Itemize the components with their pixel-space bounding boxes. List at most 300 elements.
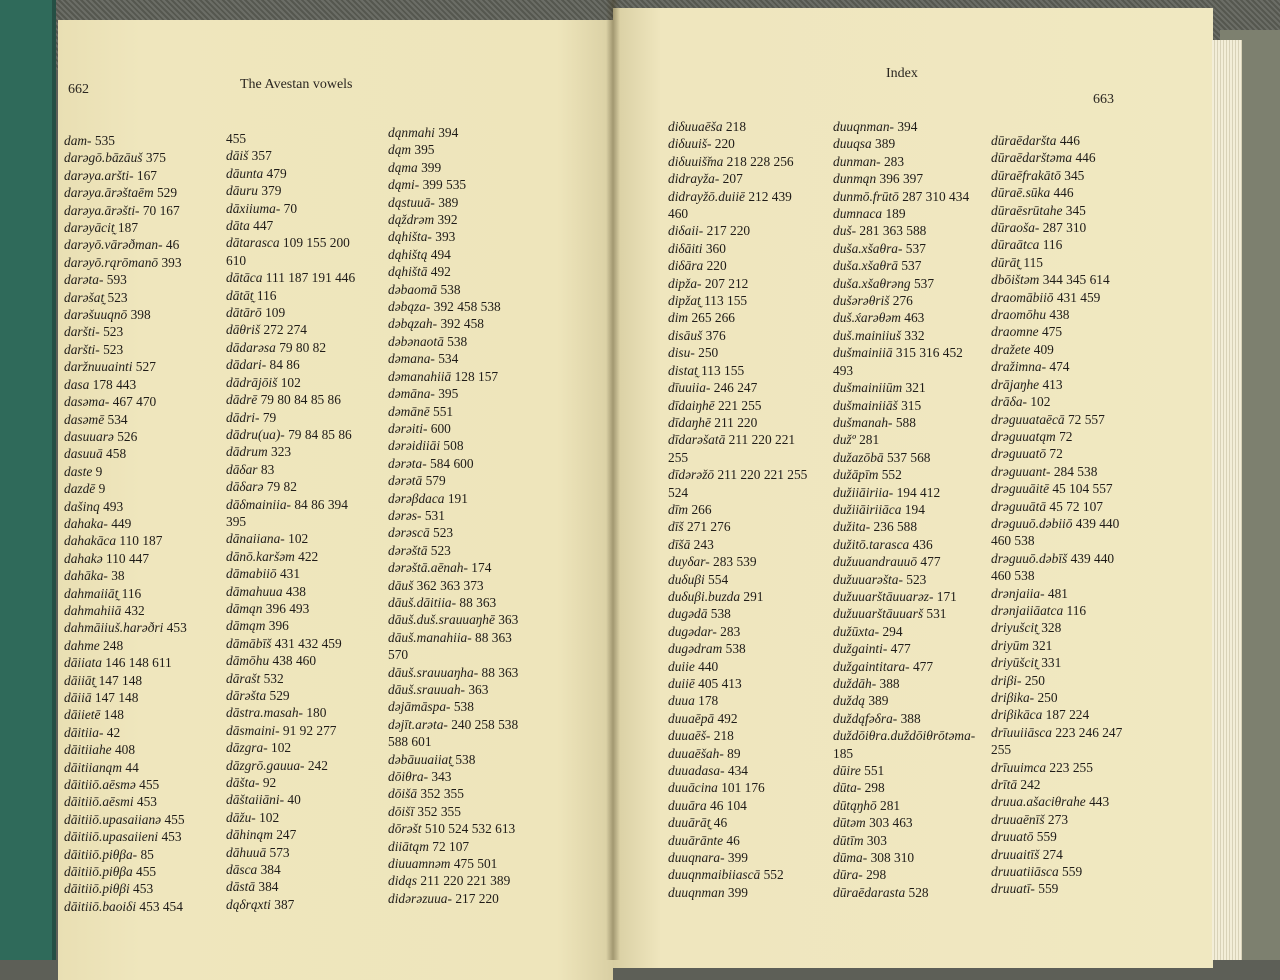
index-entry xyxy=(668,362,807,379)
index-term: drəguuatō xyxy=(991,446,1047,462)
index-term: dipžat̰ xyxy=(668,293,701,309)
index-page-refs: 352 355 xyxy=(417,786,464,802)
index-entry xyxy=(833,623,975,640)
index-term: dāmōhu xyxy=(226,653,270,669)
index-term: draomābiiō xyxy=(991,289,1054,305)
index-entry xyxy=(226,530,355,547)
index-entry xyxy=(388,751,518,768)
index-term: duš- xyxy=(833,223,857,239)
index-page-refs: 551 xyxy=(429,403,454,419)
index-entry xyxy=(226,443,355,460)
index-entry xyxy=(833,118,975,135)
index-page-refs: 455 xyxy=(135,777,160,793)
index-term: dim xyxy=(668,310,689,326)
index-page-refs: 102 xyxy=(255,809,280,825)
index-term: drāδa- xyxy=(991,394,1027,410)
index-term: drīuuimca xyxy=(991,759,1047,775)
index-term: dādari- xyxy=(226,357,267,373)
index-page-refs: 331 xyxy=(1037,655,1062,671)
index-term: dārəšta xyxy=(226,688,267,703)
index-entry xyxy=(64,376,187,393)
index-page-refs: 255 xyxy=(668,449,689,465)
index-page-refs: 431 432 459 xyxy=(271,635,342,651)
index-entry xyxy=(668,449,807,466)
index-term: daržnuuainti xyxy=(64,359,133,375)
index-entry xyxy=(991,149,1122,166)
index-term: dīdaŋhē xyxy=(668,414,711,430)
index-entry xyxy=(64,515,187,532)
index-page-refs: 271 276 xyxy=(683,519,731,535)
index-term: diδuuiš̌ma xyxy=(668,153,724,169)
index-entry xyxy=(388,141,518,158)
index-entry xyxy=(991,637,1122,654)
index-entry xyxy=(991,254,1122,271)
index-entry xyxy=(64,724,187,741)
index-term: dušmanah- xyxy=(833,414,893,430)
index-page-refs: 194 xyxy=(901,501,925,517)
index-term: dāitiiō.piθβa- xyxy=(64,846,138,862)
index-entry xyxy=(991,323,1122,340)
index-term: duša.xšaθrəng xyxy=(833,275,911,291)
index-page-refs: 552 xyxy=(760,867,784,883)
index-page-refs: 453 xyxy=(163,620,187,636)
index-term: draomōhu xyxy=(991,307,1047,323)
index-entry xyxy=(668,814,807,831)
index-entry xyxy=(991,880,1122,897)
index-entry xyxy=(388,820,518,837)
index-entry xyxy=(226,269,355,286)
index-entry xyxy=(668,327,807,344)
index-term: darəyācit̰ xyxy=(64,220,115,236)
index-term: dūraēdarasta xyxy=(833,884,906,900)
index-entry xyxy=(64,271,187,288)
index-page-refs: 584 600 xyxy=(426,455,474,471)
index-page-refs: 393 xyxy=(158,254,182,270)
index-page-refs: 559 xyxy=(1058,864,1083,880)
index-term: dāunta xyxy=(226,165,264,181)
index-entry xyxy=(991,167,1122,184)
index-term: dāitiiō.aēsmi xyxy=(64,794,134,810)
index-entry xyxy=(388,577,518,594)
index-page-refs: 405 413 xyxy=(694,676,742,691)
index-entry xyxy=(388,524,518,541)
index-entry xyxy=(991,689,1122,706)
index-page-refs: 493 xyxy=(833,362,854,378)
index-term: dunmąn xyxy=(833,171,877,187)
index-page-refs: 40 xyxy=(284,792,301,808)
index-page-refs: 79 84 85 86 xyxy=(284,426,352,442)
index-page-refs: 116 xyxy=(118,585,142,601)
index-term: diδaii- xyxy=(668,223,704,239)
index-page-refs: 79 80 84 85 86 xyxy=(257,392,341,408)
index-page-refs: 438 xyxy=(282,583,306,599)
index-entry xyxy=(64,863,187,880)
index-term: dāitiiō.upasaiianə xyxy=(64,811,162,827)
index-page-refs: 455 xyxy=(161,811,185,827)
index-column-1 xyxy=(64,132,187,915)
index-page-refs: 217 220 xyxy=(703,223,751,239)
index-term: dąmi- xyxy=(388,177,420,193)
index-page-refs: 431 459 xyxy=(1053,289,1101,305)
index-page-refs: 79 xyxy=(259,409,277,425)
index-term: dužº xyxy=(833,432,856,448)
index-term: duždāh- xyxy=(833,676,877,691)
index-page-refs: 85 xyxy=(137,846,154,862)
index-entry xyxy=(668,275,807,292)
index-term: dīdərəžō xyxy=(668,467,715,483)
index-entry xyxy=(226,757,355,774)
index-term: darəgō.bāzāuš xyxy=(64,150,143,166)
index-term: dužāpīm xyxy=(833,467,879,483)
index-page-refs: 523 xyxy=(427,542,451,558)
index-term: duδuβi.buzda xyxy=(668,588,741,604)
index-term: dāδar xyxy=(226,461,258,477)
index-page-refs: 167 xyxy=(133,167,157,183)
index-entry xyxy=(833,240,975,257)
index-page-refs: 72 107 xyxy=(428,838,470,854)
index-term: dādrum xyxy=(226,444,268,460)
index-page-refs: 111 187 191 446 xyxy=(262,270,356,286)
index-term: dāuš.srauuaŋha- xyxy=(388,664,479,680)
index-entry xyxy=(833,745,975,762)
index-term: driβikāca xyxy=(991,707,1043,723)
index-page-refs: 115 xyxy=(1020,254,1043,270)
index-entry xyxy=(226,704,355,721)
index-page-refs: 116 xyxy=(1039,237,1063,253)
index-term: dāuš xyxy=(388,577,414,593)
index-term: duš.x́arəθəm xyxy=(833,310,901,326)
index-entry xyxy=(668,135,807,152)
index-entry xyxy=(226,217,355,234)
index-entry xyxy=(991,811,1122,828)
index-page-refs: 477 xyxy=(917,554,941,570)
index-page-refs: 538 xyxy=(437,281,461,297)
index-entry xyxy=(64,254,187,271)
index-page-refs: 283 xyxy=(716,623,741,639)
index-entry xyxy=(833,362,975,379)
index-term: dāitiiō.piθβa xyxy=(64,864,133,880)
index-entry xyxy=(991,498,1122,515)
left-page xyxy=(58,20,613,980)
index-entry xyxy=(226,147,355,164)
index-page-refs: 88 363 xyxy=(456,594,497,610)
index-page-refs: 537 568 xyxy=(883,449,931,465)
index-page-refs: 529 xyxy=(153,185,178,201)
index-page-refs: 185 xyxy=(833,745,854,761)
index-page-refs: 463 xyxy=(900,310,925,326)
index-entry xyxy=(388,542,518,559)
index-page-refs: 455 xyxy=(132,864,157,880)
book-gutter xyxy=(606,0,620,960)
index-entry xyxy=(226,513,355,530)
index-term: dugədā xyxy=(668,606,708,622)
index-page-refs: 360 xyxy=(702,240,726,256)
index-term: dādrē xyxy=(226,392,258,408)
index-entry xyxy=(833,518,975,535)
index-column-2 xyxy=(833,118,975,901)
index-entry xyxy=(833,170,975,187)
index-term: dušərəθriš xyxy=(833,293,890,309)
index-term: dūtąŋhō xyxy=(833,797,877,813)
index-page-refs: 523 xyxy=(99,324,124,340)
index-page-refs: 432 xyxy=(121,602,145,618)
index-term: druuatiiāsca xyxy=(991,864,1059,880)
index-term: daste xyxy=(64,463,93,479)
index-page-refs: 187 224 xyxy=(1042,707,1090,723)
index-entry xyxy=(226,861,355,878)
index-entry xyxy=(388,228,518,245)
index-entry xyxy=(388,664,518,681)
index-entry xyxy=(833,135,975,152)
index-entry xyxy=(226,687,355,704)
index-term: duuqnmaibiiascā xyxy=(668,867,761,883)
index-entry xyxy=(668,397,807,414)
index-term: dōiθra- xyxy=(388,769,429,785)
index-term: dužgainti- xyxy=(833,641,888,657)
index-page-refs: 392 458 538 xyxy=(430,299,501,315)
index-entry xyxy=(64,846,187,863)
index-entry xyxy=(64,149,187,166)
index-page-refs: 399 535 xyxy=(419,177,467,193)
index-column-3 xyxy=(388,124,518,907)
index-entry xyxy=(226,496,355,513)
index-term: dāiietē xyxy=(64,707,101,723)
index-term: diuuamnəm xyxy=(388,856,451,872)
index-entry xyxy=(64,167,187,184)
index-term: dahaka- xyxy=(64,515,108,531)
index-page-refs: 493 xyxy=(99,498,124,514)
index-page-refs: 379 xyxy=(258,183,282,199)
index-entry xyxy=(833,692,975,709)
index-term: dəjīt.arəta- xyxy=(388,716,448,732)
index-term: dąma xyxy=(388,159,418,175)
index-term: dāitiiō.baoiδi xyxy=(64,898,137,914)
index-entry xyxy=(226,844,355,861)
index-term: dāitiia- xyxy=(64,724,104,740)
index-entry xyxy=(64,689,187,706)
index-entry xyxy=(991,341,1122,358)
index-page-refs: 298 xyxy=(862,867,887,883)
index-page-refs: 384 xyxy=(255,879,279,895)
index-entry xyxy=(388,298,518,315)
index-page-refs: 88 363 xyxy=(478,664,519,680)
index-entry xyxy=(668,623,807,640)
index-page-refs: 510 524 532 613 xyxy=(421,821,516,837)
index-entry xyxy=(991,828,1122,845)
index-page-refs: 398 xyxy=(127,307,151,323)
index-page-refs: 537 xyxy=(897,258,922,274)
index-entry xyxy=(64,393,187,410)
index-page-refs: 272 274 xyxy=(260,322,307,338)
right-page xyxy=(613,8,1213,968)
index-term: dāuš.manahiia- xyxy=(388,629,472,645)
index-entry xyxy=(668,292,807,309)
index-term: darəya.aršti- xyxy=(64,167,134,183)
index-entry xyxy=(668,779,807,796)
index-term: dōišā xyxy=(388,786,418,802)
index-page-refs: 534 xyxy=(104,411,128,427)
index-entry xyxy=(991,411,1122,428)
index-term: drəguuant- xyxy=(991,463,1051,479)
index-entry xyxy=(64,323,187,340)
index-term: dužuuarštāuuarš xyxy=(833,606,924,622)
index-term: dərəscā xyxy=(388,525,430,541)
index-page-refs: 116 xyxy=(1063,602,1087,618)
index-page-refs: 399 xyxy=(724,884,748,900)
index-page-refs: 395 xyxy=(226,513,247,529)
index-entry xyxy=(64,532,187,549)
index-page-refs: 46 xyxy=(710,815,728,831)
index-term: dbōištəm xyxy=(991,272,1040,288)
index-page-refs: 283 xyxy=(880,153,905,169)
index-page-refs: 248 xyxy=(99,637,124,653)
index-page-refs: 396 xyxy=(265,618,289,634)
index-entry xyxy=(833,658,975,675)
index-page-refs: 88 363 xyxy=(471,629,512,645)
index-entry xyxy=(991,271,1122,288)
index-entry xyxy=(64,306,187,323)
index-page-refs: 191 xyxy=(444,490,468,506)
index-term: dūraēsrūtahe xyxy=(991,202,1063,218)
index-term: dāmahuua xyxy=(226,583,283,599)
index-page-refs: 388 xyxy=(897,710,921,726)
index-entry xyxy=(64,828,187,845)
index-page-refs: 242 xyxy=(304,757,328,773)
index-entry xyxy=(833,188,975,205)
index-term: dahmaiiāt̰ xyxy=(64,585,119,601)
index-term: dātarasca xyxy=(226,235,280,251)
index-term: dāmąm xyxy=(226,618,266,634)
index-page-refs: 171 xyxy=(933,588,957,604)
index-term: dərəštā xyxy=(388,542,428,558)
index-page-refs: 102 xyxy=(267,740,292,756)
index-page-refs: 189 xyxy=(882,206,906,222)
index-page-refs: 431 xyxy=(276,566,301,582)
index-entry xyxy=(668,710,807,727)
index-term: dānō.karšəm xyxy=(226,548,295,564)
book-cover-left xyxy=(0,0,56,960)
index-entry xyxy=(64,132,187,149)
index-term: drəguuō.dəbiiō xyxy=(991,515,1073,531)
index-page-refs: 467 470 xyxy=(109,394,157,410)
index-entry xyxy=(833,397,975,414)
index-page-refs: 281 xyxy=(855,432,880,448)
index-entry xyxy=(668,431,807,448)
index-entry xyxy=(668,866,807,883)
index-page-refs: 83 xyxy=(257,461,275,477)
index-entry xyxy=(991,724,1122,741)
index-term: duuaēpā xyxy=(668,710,715,726)
running-head: Index xyxy=(886,66,918,81)
index-column-3 xyxy=(991,132,1122,898)
index-entry xyxy=(668,797,807,814)
index-term: dašinq xyxy=(64,498,100,514)
index-term: dąnmahi xyxy=(388,125,435,140)
index-term: dāitiiō.piθβi xyxy=(64,881,130,897)
index-page-refs: 174 xyxy=(467,560,492,576)
index-page-refs: 146 148 611 xyxy=(101,655,172,671)
index-entry xyxy=(388,350,518,367)
index-term: dāmąn xyxy=(226,600,263,616)
index-entry xyxy=(991,602,1122,619)
index-entry xyxy=(668,762,807,779)
index-entry xyxy=(668,884,807,901)
index-page-refs: 527 xyxy=(132,359,156,375)
index-term: dūta- xyxy=(833,780,862,796)
index-page-refs: 523 xyxy=(902,571,927,587)
index-page-refs: 408 xyxy=(111,742,136,758)
index-page-refs: 551 xyxy=(860,763,885,779)
index-entry xyxy=(64,498,187,515)
index-page-refs: 559 xyxy=(1034,881,1059,897)
index-page-refs: 250 xyxy=(1034,690,1058,705)
index-page-refs: 422 xyxy=(294,548,319,564)
index-page-refs: 460 xyxy=(668,206,689,222)
index-entry xyxy=(833,309,975,326)
index-page-refs: 247 xyxy=(272,827,297,843)
index-term: dumnaca xyxy=(833,206,883,222)
index-term: duždą xyxy=(833,693,865,709)
index-page-refs: 148 xyxy=(100,707,124,723)
index-entry xyxy=(64,793,187,810)
index-entry xyxy=(226,478,355,495)
index-entry xyxy=(226,461,355,478)
index-entry xyxy=(226,287,355,304)
index-term: dužūxta- xyxy=(833,623,880,639)
index-page-refs: 178 xyxy=(694,693,719,709)
index-page-refs: 9 xyxy=(95,481,106,497)
index-entry xyxy=(64,289,187,306)
index-entry xyxy=(388,437,518,454)
index-term: dāuš.dāitiia- xyxy=(388,594,457,610)
index-term: dəbaomā xyxy=(388,281,438,297)
index-entry xyxy=(668,170,807,187)
index-entry xyxy=(226,600,355,617)
index-term: duiiē xyxy=(668,676,695,691)
index-entry xyxy=(668,153,807,170)
index-page-refs: 240 258 538 xyxy=(447,716,519,732)
index-page-refs: 187 xyxy=(114,220,139,236)
index-term: dātāca xyxy=(226,270,263,286)
index-entry xyxy=(668,588,807,605)
index-page-refs: 178 443 xyxy=(89,376,137,392)
index-page-refs: 321 xyxy=(1028,637,1053,653)
index-page-refs: 453 xyxy=(158,829,182,845)
index-term: dasuuarə xyxy=(64,428,114,444)
index-term: diδuuaēša xyxy=(668,119,723,134)
index-page-refs: 475 xyxy=(1038,324,1063,340)
index-entry xyxy=(668,640,807,657)
index-term: dražete xyxy=(991,341,1031,357)
index-entry xyxy=(226,617,355,634)
index-page-refs: 328 xyxy=(1037,620,1062,636)
index-term: dīšā xyxy=(668,536,691,552)
index-term: dāzgrō.gauua- xyxy=(226,757,305,773)
index-page-refs: 84 86 xyxy=(266,357,300,373)
index-entry xyxy=(991,428,1122,445)
index-page-refs: 399 xyxy=(417,159,442,175)
index-page-refs: 393 xyxy=(431,229,456,245)
index-term: dādrājōiš xyxy=(226,374,278,390)
index-term: dāmābīš xyxy=(226,635,272,651)
index-page-refs: 273 xyxy=(1044,811,1069,827)
index-term: dasəmē xyxy=(64,411,105,427)
index-entry xyxy=(991,515,1122,532)
index-page-refs: 537 xyxy=(910,275,935,291)
index-page-refs: 79 80 82 xyxy=(275,339,327,355)
index-term: darəšat̰ xyxy=(64,289,105,305)
index-entry xyxy=(388,420,518,437)
